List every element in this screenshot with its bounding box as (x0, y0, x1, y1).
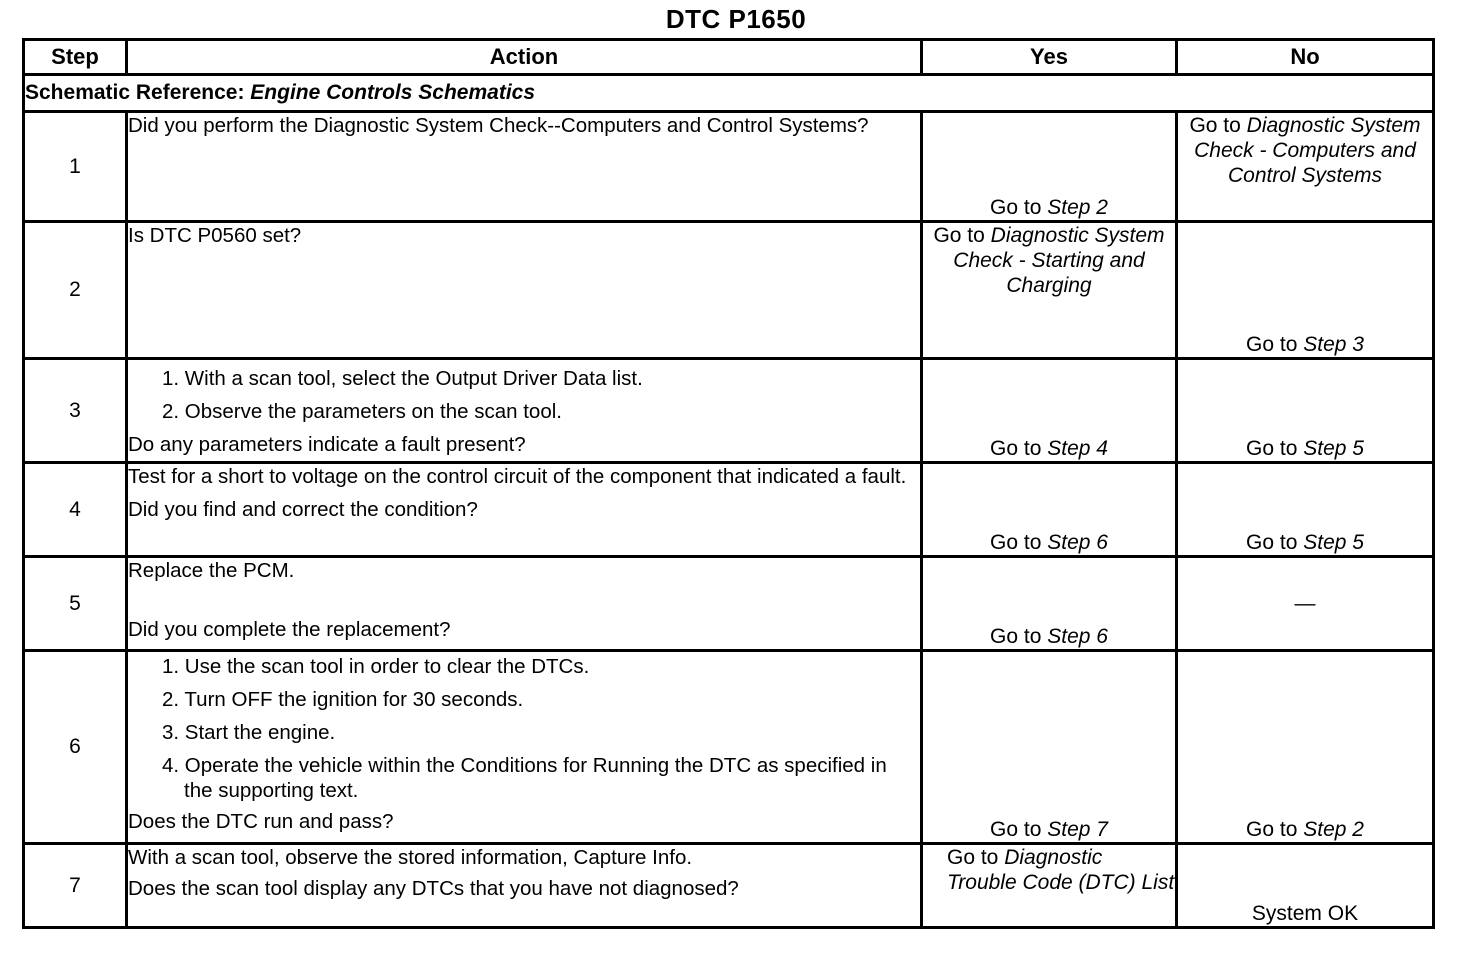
no-prefix: Go to (1246, 333, 1298, 356)
action-cell (127, 463, 922, 557)
table-row (24, 359, 1434, 463)
no-cell (1177, 112, 1434, 222)
no-prefix: Go to (1246, 437, 1298, 460)
yes-prefix: Go to (947, 846, 999, 869)
step-number: 5 (24, 557, 127, 651)
yes-link[interactable]: Step 6 (1047, 625, 1108, 648)
action-cell (127, 222, 922, 359)
action-question: Does the DTC run and pass? (128, 810, 394, 833)
header-step: Step (24, 40, 127, 75)
action-text: With a scan tool, observe the stored information, Capture Info. (128, 846, 693, 869)
header-action: Action (127, 40, 922, 75)
list-item: 2. Observe the parameters on the scan tool. (162, 400, 562, 423)
yes-cell (922, 463, 1177, 557)
no-link[interactable]: Step 2 (1303, 818, 1364, 841)
step-number: 6 (24, 651, 127, 844)
table-row (24, 222, 1434, 359)
action-text: Test for a short to voltage on the control circuit of the component that indicated a fault. (128, 465, 907, 488)
action-question: Did you find and correct the condition? (128, 498, 478, 521)
step-number: 4 (24, 463, 127, 557)
action-question: Did you complete the replacement? (128, 618, 451, 641)
list-item: 3. Start the engine. (162, 721, 336, 744)
schematic-reference (24, 75, 1434, 112)
yes-link[interactable]: Step 7 (1047, 818, 1108, 841)
page-title: DTC P1650 (665, 4, 807, 34)
list-item: 1. Use the scan tool in order to clear the DTCs. (162, 655, 590, 678)
no-system-ok: System OK (1251, 902, 1359, 925)
no-cell (1177, 222, 1434, 359)
yes-cell (922, 557, 1177, 651)
action-cell (127, 651, 922, 844)
action-cell (127, 557, 922, 651)
yes-cell (922, 222, 1177, 359)
yes-cell (922, 359, 1177, 463)
action-text: Did you perform the Diagnostic System Check--Computers and Control Systems? (128, 114, 869, 137)
table-row (24, 651, 1434, 844)
yes-link[interactable]: Diagnostic System Check - Starting and Charging (953, 224, 1165, 297)
action-cell (127, 359, 922, 463)
schematic-row (24, 75, 1434, 112)
yes-prefix: Go to (990, 531, 1042, 554)
yes-link[interactable]: Step 6 (1047, 531, 1108, 554)
action-question: Does the scan tool display any DTCs that you have not diagnosed? (128, 877, 739, 900)
no-prefix: Go to (1246, 818, 1298, 841)
no-cell (1177, 359, 1434, 463)
header-yes: Yes (922, 40, 1177, 75)
yes-prefix: Go to (933, 224, 985, 247)
yes-cell (922, 112, 1177, 222)
table-row (24, 463, 1434, 557)
no-dash: — (1294, 592, 1316, 615)
no-link[interactable]: Step 5 (1303, 531, 1364, 554)
action-question: Do any parameters indicate a fault present? (128, 433, 526, 456)
no-cell (1177, 651, 1434, 844)
table-row (24, 557, 1434, 651)
header-row (24, 40, 1434, 75)
no-link[interactable]: Diagnostic System Check - Computers and Control Systems (1194, 114, 1421, 187)
no-link[interactable]: Step 3 (1303, 333, 1364, 356)
no-link[interactable]: Step 5 (1303, 437, 1364, 460)
schematic-label: Schematic Reference: (25, 81, 245, 104)
step-number: 2 (24, 222, 127, 359)
yes-prefix: Go to (990, 625, 1042, 648)
yes-prefix: Go to (990, 818, 1042, 841)
action-text: Replace the PCM. (128, 559, 295, 582)
no-prefix: Go to (1246, 531, 1298, 554)
yes-cell (922, 844, 1177, 928)
list-item: 2. Turn OFF the ignition for 30 seconds. (162, 688, 524, 711)
action-cell (127, 844, 922, 928)
yes-cell (922, 651, 1177, 844)
no-prefix: Go to (1189, 114, 1241, 137)
step-number: 3 (24, 359, 127, 463)
step-number: 1 (24, 112, 127, 222)
table-row (24, 844, 1434, 928)
list-item: 4. Operate the vehicle within the Conditions for Running the DTC as specified in the supporting text. (162, 754, 887, 802)
no-cell (1177, 557, 1434, 651)
yes-link[interactable]: Step 4 (1047, 437, 1108, 460)
header-no: No (1177, 40, 1434, 75)
action-cell (127, 112, 922, 222)
action-text: Is DTC P0560 set? (128, 224, 302, 247)
table-row (24, 112, 1434, 222)
yes-link[interactable]: Step 2 (1047, 196, 1108, 219)
yes-link[interactable]: Diagnostic Trouble Code (DTC) List (947, 846, 1175, 894)
yes-prefix: Go to (990, 437, 1042, 460)
no-cell (1177, 463, 1434, 557)
yes-prefix: Go to (990, 196, 1042, 219)
dtc-table (22, 38, 1435, 929)
step-number: 7 (24, 844, 127, 928)
no-cell (1177, 844, 1434, 928)
schematic-link[interactable]: Engine Controls Schematics (250, 81, 536, 104)
list-item: 1. With a scan tool, select the Output Driver Data list. (162, 367, 643, 390)
